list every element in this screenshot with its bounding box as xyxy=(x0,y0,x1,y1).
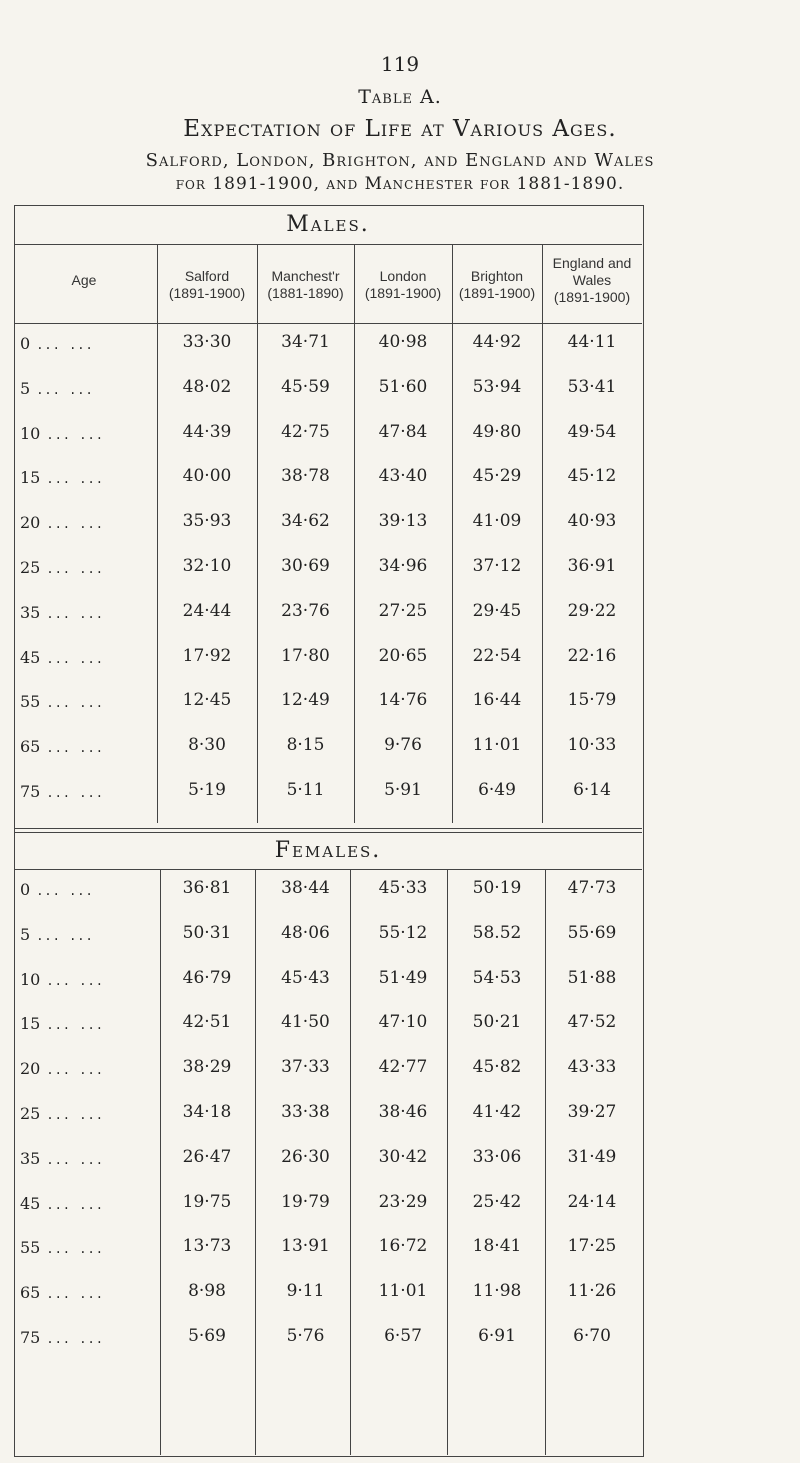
value-cell: 46·79 xyxy=(182,967,232,988)
value-cell: 11·01 xyxy=(472,735,522,756)
value-cell: 49·80 xyxy=(472,421,522,442)
age-value: 20 xyxy=(20,1059,41,1079)
age-cell xyxy=(20,1149,152,1168)
leader-dots: ... ... xyxy=(36,928,94,943)
age-value: 10 xyxy=(20,969,41,989)
age-value: 75 xyxy=(20,1328,41,1347)
table-subtitle-line-2: for 1891-1900, and Manchester for 1881-1890. xyxy=(175,174,625,194)
value-cell: 37·33 xyxy=(281,1057,330,1078)
value-cell: 24·14 xyxy=(567,1191,617,1212)
age-cell xyxy=(20,782,152,801)
value-cell: 47·84 xyxy=(378,421,428,442)
value-cell: 9·76 xyxy=(384,735,422,756)
value-cell: 55·69 xyxy=(567,922,617,943)
column-header-age: Age xyxy=(71,272,97,288)
leader-dots: ... ... xyxy=(46,696,104,711)
value-cell: 5·19 xyxy=(188,780,226,800)
leader-dots: ... ... xyxy=(46,1108,104,1122)
age-cell xyxy=(20,1194,152,1213)
age-value: 5 xyxy=(20,378,31,398)
section-divider xyxy=(14,828,642,833)
value-cell: 40·93 xyxy=(567,511,617,532)
value-cell: 45·33 xyxy=(378,878,428,898)
value-cell: 24·44 xyxy=(182,600,232,621)
value-cell: 40·98 xyxy=(378,332,428,352)
leader-dots: ... ... xyxy=(46,1287,104,1302)
value-cell: 5·76 xyxy=(286,1326,325,1346)
value-cell: 38·29 xyxy=(182,1057,232,1078)
age-cell xyxy=(20,970,152,989)
value-cell: 8·30 xyxy=(188,735,226,756)
value-cell: 44·39 xyxy=(182,421,232,442)
age-value: 55 xyxy=(20,1238,41,1258)
value-cell: 40·00 xyxy=(182,466,232,487)
males-section-title: Males. xyxy=(286,212,370,237)
value-cell: 47·52 xyxy=(567,1012,617,1033)
value-cell: 9·11 xyxy=(286,1281,325,1302)
age-value: 55 xyxy=(20,692,41,712)
value-cell: 41·09 xyxy=(472,511,522,532)
value-cell: 31·49 xyxy=(567,1146,617,1167)
leader-dots: ... ... xyxy=(46,562,104,576)
leader-dots: ... ... xyxy=(46,1063,104,1078)
age-cell xyxy=(20,880,152,899)
age-value: 15 xyxy=(20,1014,41,1034)
value-cell: 34·96 xyxy=(378,556,428,576)
value-cell: 37·12 xyxy=(472,556,522,576)
value-cell: 5·11 xyxy=(286,780,325,800)
age-value: 35 xyxy=(20,602,41,622)
age-value: 5 xyxy=(20,924,31,944)
leader-dots: ... ... xyxy=(46,1018,104,1033)
age-value: 10 xyxy=(20,423,41,443)
value-cell: 38·78 xyxy=(281,466,330,487)
value-cell: 16·72 xyxy=(378,1236,428,1257)
column-header-brighton: Brighton (1891-1900) xyxy=(458,268,536,301)
value-cell: 33·38 xyxy=(281,1102,330,1122)
leader-dots: ... ... xyxy=(46,517,104,532)
age-cell xyxy=(20,1328,152,1347)
value-cell: 8·98 xyxy=(188,1281,226,1302)
value-cell: 25·42 xyxy=(472,1191,522,1212)
value-cell: 45·43 xyxy=(281,967,330,988)
table-subtitle-line-1: Salford, London, Brighton, and England and Wales xyxy=(145,150,655,171)
value-cell: 55·12 xyxy=(378,922,428,943)
value-cell: 43·40 xyxy=(378,466,428,487)
value-cell: 41·50 xyxy=(281,1012,330,1033)
age-cell xyxy=(20,558,152,577)
value-cell: 30·42 xyxy=(378,1146,428,1167)
value-cell: 32·10 xyxy=(182,556,232,576)
column-header-england-wales: England and Wales (1891-1900) xyxy=(552,255,632,305)
leader-dots: ... ... xyxy=(46,606,104,621)
value-cell: 51·88 xyxy=(567,967,617,988)
value-cell: 50·21 xyxy=(472,1012,522,1033)
leader-dots: ... ... xyxy=(46,786,104,800)
age-value: 0 xyxy=(20,880,31,899)
value-cell: 39·27 xyxy=(567,1102,617,1122)
value-cell: 8·15 xyxy=(286,735,325,756)
leader-dots: ... ... xyxy=(46,1197,104,1212)
value-cell: 51·49 xyxy=(378,967,428,988)
value-cell: 47·73 xyxy=(567,878,617,898)
value-cell: 22·16 xyxy=(567,645,617,666)
value-cell: 13·73 xyxy=(182,1236,232,1257)
age-value: 65 xyxy=(20,1283,41,1303)
value-cell: 49·54 xyxy=(567,421,617,442)
value-cell: 45·82 xyxy=(472,1057,522,1078)
age-cell xyxy=(20,1283,152,1302)
value-cell: 53·41 xyxy=(567,376,617,397)
leader-dots: ... ... xyxy=(36,338,94,352)
value-cell: 42·77 xyxy=(378,1057,428,1078)
age-cell xyxy=(20,513,152,532)
leader-dots: ... ... xyxy=(46,1242,104,1257)
value-cell: 17·80 xyxy=(281,645,330,666)
age-value: 65 xyxy=(20,737,41,757)
value-cell: 53·94 xyxy=(472,376,522,397)
value-cell: 39·13 xyxy=(378,511,428,532)
header-rule-bottom xyxy=(14,323,642,324)
value-cell: 12·49 xyxy=(281,690,330,711)
value-cell: 11·26 xyxy=(567,1281,617,1302)
age-cell xyxy=(20,379,152,398)
leader-dots: ... ... xyxy=(46,1332,104,1346)
age-cell xyxy=(20,603,152,622)
value-cell: 44·92 xyxy=(472,332,522,352)
value-cell: 50·19 xyxy=(472,878,522,898)
value-cell: 11·98 xyxy=(472,1281,522,1302)
value-cell: 33·30 xyxy=(182,332,232,352)
age-value: 45 xyxy=(20,1193,41,1213)
value-cell: 38·44 xyxy=(281,878,330,898)
age-cell xyxy=(20,1104,152,1123)
age-cell xyxy=(20,424,152,443)
age-cell xyxy=(20,925,152,944)
value-cell: 35·93 xyxy=(182,511,232,532)
value-cell: 48·06 xyxy=(281,922,330,943)
value-cell: 14·76 xyxy=(378,690,428,711)
age-cell xyxy=(20,1238,152,1257)
table-label: Table A. xyxy=(358,86,442,108)
value-cell: 45·59 xyxy=(281,376,330,397)
age-value: 0 xyxy=(20,334,31,353)
age-cell xyxy=(20,1014,152,1033)
leader-dots: ... ... xyxy=(46,973,104,988)
value-cell: 50·31 xyxy=(182,922,232,943)
value-cell: 51·60 xyxy=(378,376,428,397)
value-cell: 26·30 xyxy=(281,1146,330,1167)
age-cell xyxy=(20,1059,152,1078)
leader-dots: ... ... xyxy=(46,472,104,487)
leader-dots: ... ... xyxy=(46,427,104,442)
age-cell xyxy=(20,692,152,711)
value-cell: 16·44 xyxy=(472,690,522,711)
value-cell: 11·01 xyxy=(378,1281,428,1302)
value-cell: 19·79 xyxy=(281,1191,330,1212)
value-cell: 6·91 xyxy=(478,1326,516,1346)
value-cell: 34·71 xyxy=(281,332,330,352)
value-cell: 48·02 xyxy=(182,376,232,397)
leader-dots: ... ... xyxy=(46,741,104,756)
column-header-manchester: Manchest'r (1881-1890) xyxy=(267,268,344,301)
value-cell: 54·53 xyxy=(472,967,522,988)
value-cell: 17·25 xyxy=(567,1236,617,1257)
value-cell: 26·47 xyxy=(182,1146,232,1167)
value-cell: 44·11 xyxy=(567,332,617,352)
value-cell: 19·75 xyxy=(182,1191,232,1212)
value-cell: 12·45 xyxy=(182,690,232,711)
value-cell: 6·14 xyxy=(573,780,611,800)
age-cell xyxy=(20,648,152,667)
value-cell: 43·33 xyxy=(567,1057,617,1078)
leader-dots: ... ... xyxy=(36,382,94,397)
value-cell: 18·41 xyxy=(472,1236,522,1257)
value-cell: 6·49 xyxy=(478,780,516,800)
age-cell xyxy=(20,737,152,756)
value-cell: 5·91 xyxy=(384,780,422,800)
header-rule-top xyxy=(14,244,642,245)
value-cell: 15·79 xyxy=(567,690,617,711)
value-cell: 22·54 xyxy=(472,645,522,666)
leader-dots: ... ... xyxy=(46,651,104,666)
females-title-rule xyxy=(14,869,642,870)
value-cell: 23·29 xyxy=(378,1191,428,1212)
value-cell: 45·12 xyxy=(567,466,617,487)
age-value: 25 xyxy=(20,1104,41,1123)
value-cell: 38·46 xyxy=(378,1102,428,1122)
value-cell: 34·62 xyxy=(281,511,330,532)
value-cell: 17·92 xyxy=(182,645,232,666)
column-header-london: London (1891-1900) xyxy=(364,268,442,301)
value-cell: 47·10 xyxy=(378,1012,428,1033)
leader-dots: ... ... xyxy=(36,884,94,898)
value-cell: 10·33 xyxy=(567,735,617,756)
age-value: 35 xyxy=(20,1148,41,1168)
females-section-title: Females. xyxy=(274,838,382,863)
value-cell: 20·65 xyxy=(378,645,428,666)
value-cell: 45·29 xyxy=(472,466,522,487)
page-number: 119 xyxy=(380,52,420,76)
column-header-salford: Salford (1891-1900) xyxy=(168,268,246,301)
value-cell: 36·91 xyxy=(567,556,617,576)
value-cell: 42·75 xyxy=(281,421,330,442)
value-cell: 29·22 xyxy=(567,600,617,621)
value-cell: 34·18 xyxy=(182,1102,232,1122)
value-cell: 6·57 xyxy=(384,1326,422,1346)
value-cell: 29·45 xyxy=(472,600,522,621)
value-cell: 6·70 xyxy=(573,1326,611,1346)
value-cell: 27·25 xyxy=(378,600,428,621)
value-cell: 5·69 xyxy=(188,1326,226,1346)
age-value: 15 xyxy=(20,468,41,488)
value-cell: 33·06 xyxy=(472,1146,522,1167)
age-value: 75 xyxy=(20,782,41,801)
table-title: Expectation of Life at Various Ages. xyxy=(183,116,617,142)
value-cell: 42·51 xyxy=(182,1012,232,1033)
value-cell: 13·91 xyxy=(281,1236,330,1257)
age-cell xyxy=(20,334,152,353)
value-cell: 23·76 xyxy=(281,600,330,621)
value-cell: 36·81 xyxy=(182,878,232,898)
value-cell: 30·69 xyxy=(281,556,330,576)
value-cell: 58.52 xyxy=(472,922,522,943)
leader-dots: ... ... xyxy=(46,1152,104,1167)
value-cell: 41·42 xyxy=(472,1102,522,1122)
age-value: 25 xyxy=(20,558,41,577)
age-cell xyxy=(20,468,152,487)
age-value: 20 xyxy=(20,513,41,533)
age-value: 45 xyxy=(20,647,41,667)
